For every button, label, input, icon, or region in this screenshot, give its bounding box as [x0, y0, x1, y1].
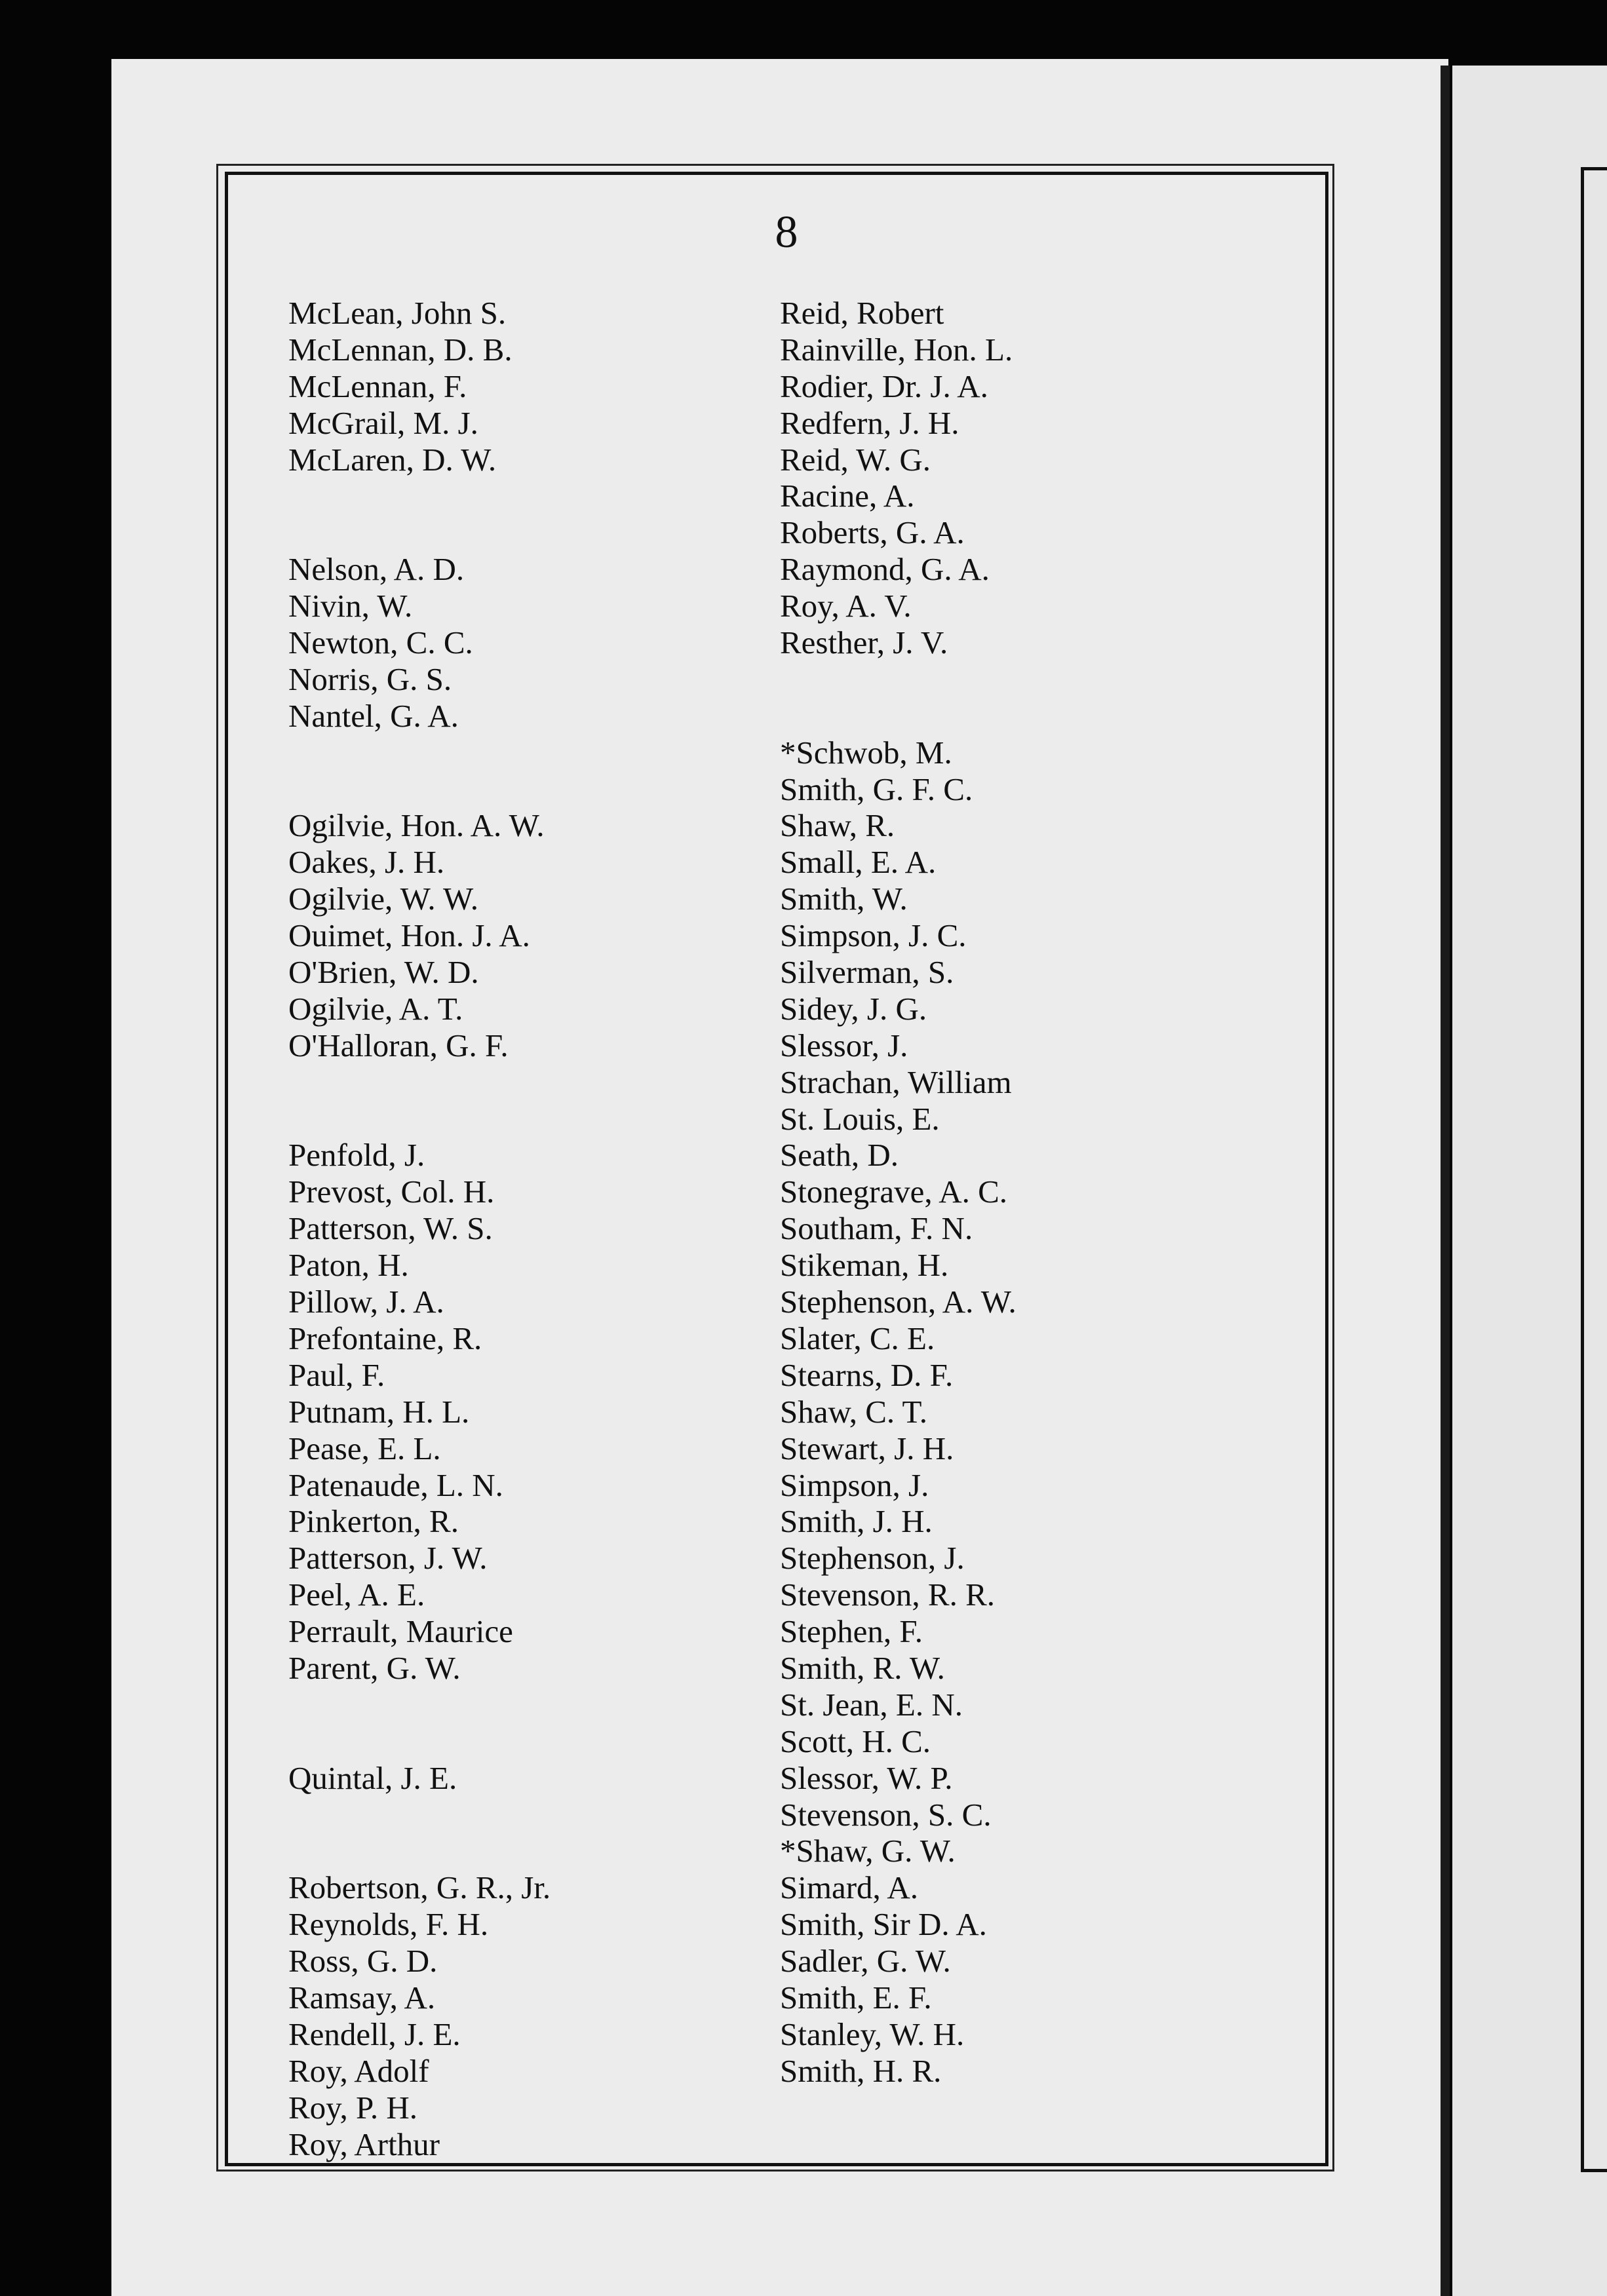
list-item: Stephen, F. — [780, 1613, 923, 1650]
list-item: Slessor, J. — [780, 1027, 908, 1063]
list-item: Roy, Adolf — [288, 2052, 429, 2089]
list-item: Reid, Robert — [780, 295, 944, 331]
list-item: Silverman, S. — [780, 954, 954, 991]
list-item: Smith, J. H. — [780, 1503, 933, 1540]
list-item: Sadler, G. W. — [780, 1943, 951, 1980]
list-item: St. Jean, E. N. — [780, 1686, 963, 1723]
list-spacer — [288, 1687, 760, 1723]
list-spacer — [288, 1064, 760, 1101]
list-item: Nantel, G. A. — [288, 697, 459, 734]
list-item: Roy, P. H. — [288, 2089, 417, 2126]
list-item: McLaren, D. W. — [288, 441, 497, 478]
list-item: Stephenson, A. W. — [780, 1284, 1016, 1320]
list-spacer — [288, 1833, 760, 1869]
list-spacer — [288, 771, 760, 808]
list-item: Roy, A. V. — [780, 588, 912, 624]
list-item: Smith, H. R. — [780, 2052, 942, 2089]
list-spacer — [780, 661, 1278, 698]
list-item: Smith, Sir D. A. — [780, 1906, 987, 1943]
adjacent-page-border — [1581, 167, 1607, 2172]
list-item: Quintal, J. E. — [288, 1759, 457, 1796]
list-item: Norris, G. S. — [288, 660, 452, 697]
list-spacer — [288, 1723, 760, 1760]
list-item: Ramsay, A. — [288, 1979, 436, 2016]
list-item: Stonegrave, A. C. — [780, 1174, 1008, 1210]
list-item: Rendell, J. E. — [288, 2016, 461, 2052]
list-item: Penfold, J. — [288, 1137, 425, 1174]
list-item: McLennan, D. B. — [288, 331, 513, 368]
list-item: Resther, J. V. — [780, 624, 948, 661]
list-item: Stearns, D. F. — [780, 1356, 954, 1393]
list-item: McGrail, M. J. — [288, 404, 478, 441]
list-spacer — [780, 698, 1278, 735]
list-item: Prefontaine, R. — [288, 1320, 482, 1356]
list-item: Ogilvie, Hon. A. W. — [288, 807, 545, 844]
list-spacer — [288, 514, 760, 551]
list-item: Simpson, J. C. — [780, 917, 967, 954]
list-item: Smith, E. F. — [780, 1979, 932, 2016]
list-item: Putnam, H. L. — [288, 1393, 470, 1430]
list-item: Redfern, J. H. — [780, 404, 959, 441]
list-item: Nivin, W. — [288, 588, 413, 624]
list-item: Simard, A. — [780, 1869, 918, 1906]
list-item: Paton, H. — [288, 1247, 409, 1284]
list-spacer — [288, 478, 760, 514]
list-item: Paul, F. — [288, 1356, 385, 1393]
list-item: Peel, A. E. — [288, 1577, 425, 1613]
list-item: Stewart, J. H. — [780, 1430, 954, 1466]
list-item: Pinkerton, R. — [288, 1503, 459, 1540]
list-item: Racine, A. — [780, 478, 915, 514]
list-item: Reid, W. G. — [780, 441, 931, 478]
list-item: Stephenson, J. — [780, 1540, 965, 1577]
list-item: Stikeman, H. — [780, 1247, 949, 1284]
list-item: Patenaude, L. N. — [288, 1466, 503, 1503]
list-item: Rainville, Hon. L. — [780, 331, 1013, 368]
list-item: Raymond, G. A. — [780, 551, 990, 588]
list-item: McLennan, F. — [288, 368, 467, 404]
name-list-right — [780, 295, 1278, 2090]
list-item: Strachan, William — [780, 1063, 1012, 1100]
list-item: Stevenson, S. C. — [780, 1796, 992, 1833]
list-item: St. Louis, E. — [780, 1100, 940, 1137]
list-item: Southam, F. N. — [780, 1210, 973, 1247]
page-number: 8 — [775, 207, 798, 258]
list-item: Smith, G. F. C. — [780, 771, 973, 807]
list-item: Reynolds, F. H. — [288, 1906, 489, 1943]
list-item: Parent, G. W. — [288, 1649, 461, 1686]
list-item: Prevost, Col. H. — [288, 1174, 495, 1210]
list-item: Sidey, J. G. — [780, 990, 927, 1027]
list-item: Shaw, C. T. — [780, 1393, 928, 1430]
list-item: Simpson, J. — [780, 1466, 929, 1503]
list-item: O'Brien, W. D. — [288, 954, 479, 991]
list-item: Patterson, J. W. — [288, 1540, 488, 1577]
list-item: Slater, C. E. — [780, 1320, 935, 1356]
list-item: *Schwob, M. — [780, 734, 952, 771]
list-item: Ogilvie, W. W. — [288, 881, 478, 917]
list-spacer — [288, 1797, 760, 1833]
list-item: Seath, D. — [780, 1137, 899, 1174]
page-fold — [1441, 66, 1450, 2296]
list-item: Ouimet, Hon. J. A. — [288, 917, 530, 954]
list-item: Newton, C. C. — [288, 624, 473, 661]
list-item: Pease, E. L. — [288, 1430, 441, 1466]
list-item: Stevenson, R. R. — [780, 1577, 996, 1613]
list-item: Small, E. A. — [780, 844, 937, 881]
list-item: Patterson, W. S. — [288, 1210, 493, 1247]
list-item: Ogilvie, A. T. — [288, 990, 463, 1027]
name-list-left — [288, 295, 760, 2162]
list-item: Perrault, Maurice — [288, 1613, 513, 1650]
list-item: *Shaw, G. W. — [780, 1833, 956, 1869]
list-spacer — [288, 735, 760, 771]
list-item: Oakes, J. H. — [288, 844, 445, 881]
list-item: Rodier, Dr. J. A. — [780, 368, 988, 404]
list-item: Stanley, W. H. — [780, 2016, 965, 2052]
list-item: Smith, W. — [780, 881, 908, 917]
list-item: Slessor, W. P. — [780, 1759, 953, 1796]
list-item: Smith, R. W. — [780, 1649, 945, 1686]
list-item: McLean, John S. — [288, 295, 507, 331]
list-item: Robertson, G. R., Jr. — [288, 1869, 551, 1906]
list-item: Roberts, G. A. — [780, 514, 965, 551]
list-spacer — [288, 1101, 760, 1138]
list-item: Scott, H. C. — [780, 1723, 931, 1759]
list-item: O'Halloran, G. F. — [288, 1027, 509, 1063]
list-item: Roy, Arthur — [288, 2126, 440, 2162]
list-item: Shaw, R. — [780, 807, 895, 844]
list-item: Ross, G. D. — [288, 1943, 438, 1980]
list-item: Pillow, J. A. — [288, 1284, 444, 1320]
list-item: Nelson, A. D. — [288, 551, 465, 588]
